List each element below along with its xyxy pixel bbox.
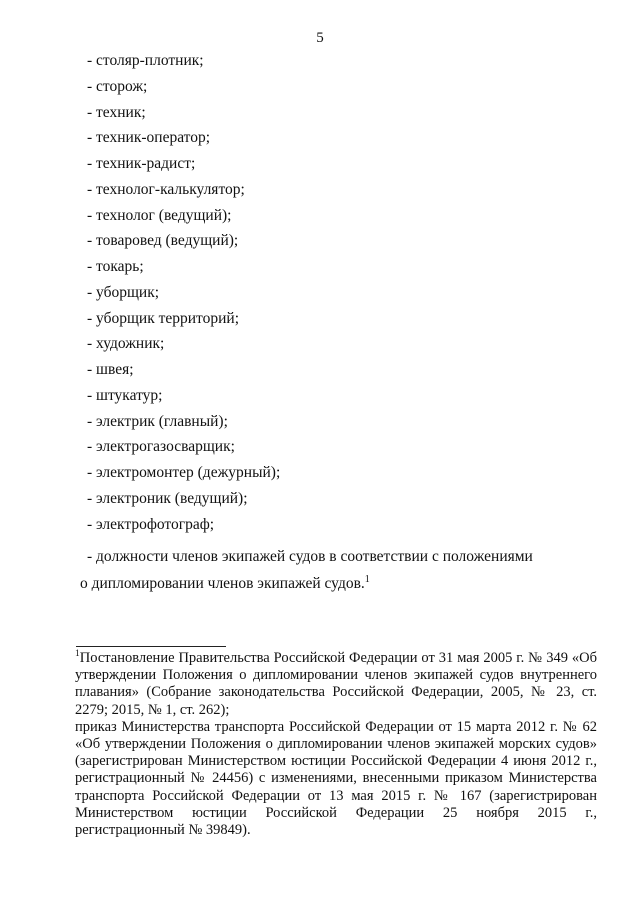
list-item: - столяр-плотник; — [87, 52, 204, 69]
list-item: - штукатур; — [87, 386, 163, 404]
last-item-line-2-text: о дипломировании членов экипажей судов. — [80, 575, 365, 592]
list-item: - электрогазосварщик; — [87, 438, 235, 456]
footnote-marker: 1 — [75, 649, 80, 660]
list-item: - сторож; — [87, 77, 148, 95]
footnote-text-1: Постановление Правительства Российской Федерации от 31 мая 2005 г. № 349 «Об утверждении Положения о дипломировании членов экипажей судов внутреннего плавания» (Собрание законодательства Российской Федерации, 2005, № 23, ст. 2279; 2015, № 1, ст. 262); — [75, 650, 597, 718]
list-item: - электрофотограф; — [87, 515, 215, 533]
profession-list — [87, 50, 280, 539]
list-item: - техник; — [87, 103, 146, 121]
list-item: - токарь; — [87, 258, 144, 275]
list-item: - электрик (главный); — [87, 412, 228, 430]
list-item: - уборщик; — [87, 283, 160, 301]
page-number: 5 — [316, 30, 324, 46]
list-item: - художник; — [87, 335, 165, 353]
footnote-paragraph-1 — [75, 650, 597, 719]
last-item-line-2 — [80, 570, 370, 597]
list-item: - техник-радист; — [87, 155, 196, 172]
list-item: - товаровед (ведущий); — [87, 232, 239, 250]
last-item-line-1: - должности членов экипажей судов в соответствии с положениями — [87, 548, 533, 565]
footnote-paragraph-2: приказ Министерства транспорта Российской Федерации от 15 марта 2012 г. № 62 «Об утверждении Положения о дипломировании членов экипажей морских судов» (зарегистрирован Министерством юстиции Российской Федерации 4 июня 2012 г., регистрационный № 24456) с изменениями, внесенными приказом Министерства транспорта Российской Федерации от 13 мая 2015 г. № 167 (зарегистрирован Министерством юстиции Российской Федерации 25 ноября 2015 г., регистрационный № 39849). — [75, 718, 597, 839]
footnotes — [75, 650, 597, 839]
list-item: - техник-оператор; — [87, 129, 211, 147]
list-item: - технолог (ведущий); — [87, 206, 232, 224]
footnote-reference: 1 — [364, 573, 370, 585]
list-item: - электромонтер (дежурный); — [87, 464, 281, 481]
footnote-divider — [76, 646, 226, 647]
list-item: - швея; — [87, 361, 134, 378]
list-item: - электроник (ведущий); — [87, 489, 248, 507]
list-item: - технолог-калькулятор; — [87, 180, 245, 198]
list-item: - уборщик территорий; — [87, 309, 240, 327]
